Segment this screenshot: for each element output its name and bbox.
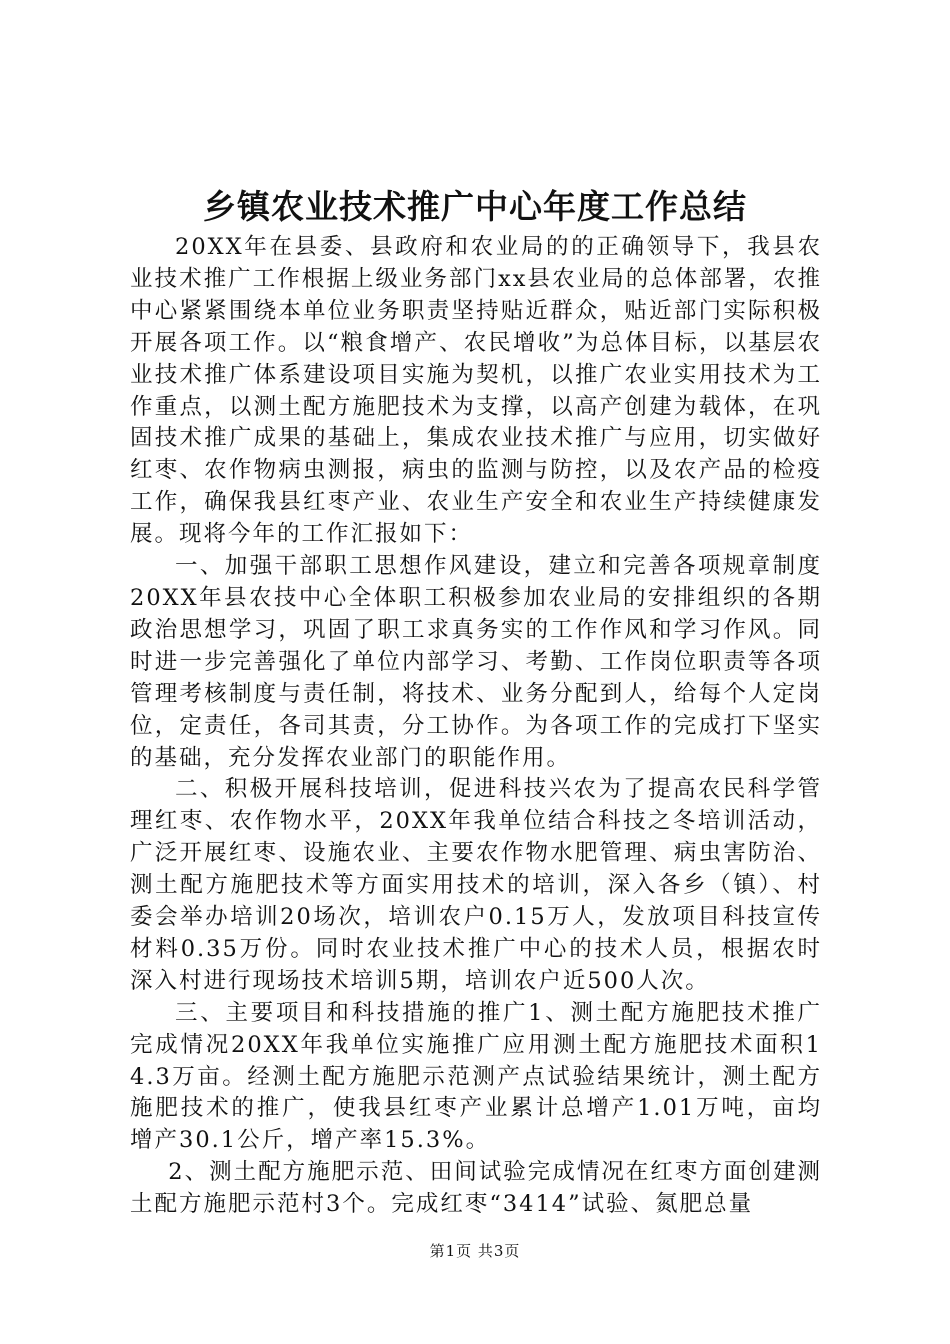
- paragraph-section-1: 一、加强干部职工思想作风建设，建立和完善各项规章制度20XX年县农技中心全体职工积极参加农业局的安排组织的各期政治思想学习，巩固了职工求真务实的工作作风和学习作风。同时进一步完善强化了单位内部学习、考勤、工作岗位职责等各项管理考核制度与责任制，将技术、业务分配到人，给每个人定岗位，定责任，各司其责，分工协作。为各项工作的完成打下坚实的基础，充分发挥农业部门的职能作用。: [130, 553, 822, 771]
- document-title: 乡镇农业技术推广中心年度工作总结: [203, 187, 747, 226]
- page-number-footer: 第1页 共3页: [429, 1242, 521, 1260]
- paragraph-section-2: 二、积极开展科技培训，促进科技兴农为了提高农民科学管理红枣、农作物水平，20XX年我单位结合科技之冬培训活动，广泛开展红枣、设施农业、主要农作物水肥管理、病虫害防治、测土配方施肥技术等方面实用技术的培训，深入各乡（镇）、村委会举办培训20场次，培训农户0.15万人，发放项目科技宣传材料0.35万份。同时农业技术推广中心的技术人员，根据农时深入村进行现场技术培训5期，培训农户近500人次。: [130, 776, 822, 994]
- paragraph-section-3: 三、主要项目和科技措施的推广1、测土配方施肥技术推广完成情况20XX年我单位实施推广应用测土配方施肥技术面积14.3万亩。经测土配方施肥示范测产点试验结果统计，测土配方施肥技术的推广，使我县红枣产业累计总增产1.01万吨，亩均增产30.1公斤，增产率15.3%。: [130, 999, 822, 1154]
- document-body: [130, 232, 822, 1221]
- paragraph-section-3-item-2: 2、测土配方施肥示范、田间试验完成情况在红枣方面创建测土配方施肥示范村3个。完成红枣“3414”试验、氮肥总量: [130, 1159, 822, 1218]
- paragraph-intro: 20XX年在县委、县政府和农业局的的正确领导下，我县农业技术推广工作根据上级业务部门xx县农业局的总体部署，农推中心紧紧围绕本单位业务职责坚持贴近群众，贴近部门实际积极开展各项工作。以“粮食增产、农民增收”为总体目标，以基层农业技术推广体系建设项目实施为契机，以推广农业实用技术为工作重点，以测土配方施肥技术为支撑，以高产创建为载体，在巩固技术推广成果的基础上，集成农业技术推广与应用，切实做好红枣、农作物病虫测报，病虫的监测与防控，以及农产品的检疫工作，确保我县红枣产业、农业生产安全和农业生产持续健康发展。现将今年的工作汇报如下：: [130, 234, 822, 548]
